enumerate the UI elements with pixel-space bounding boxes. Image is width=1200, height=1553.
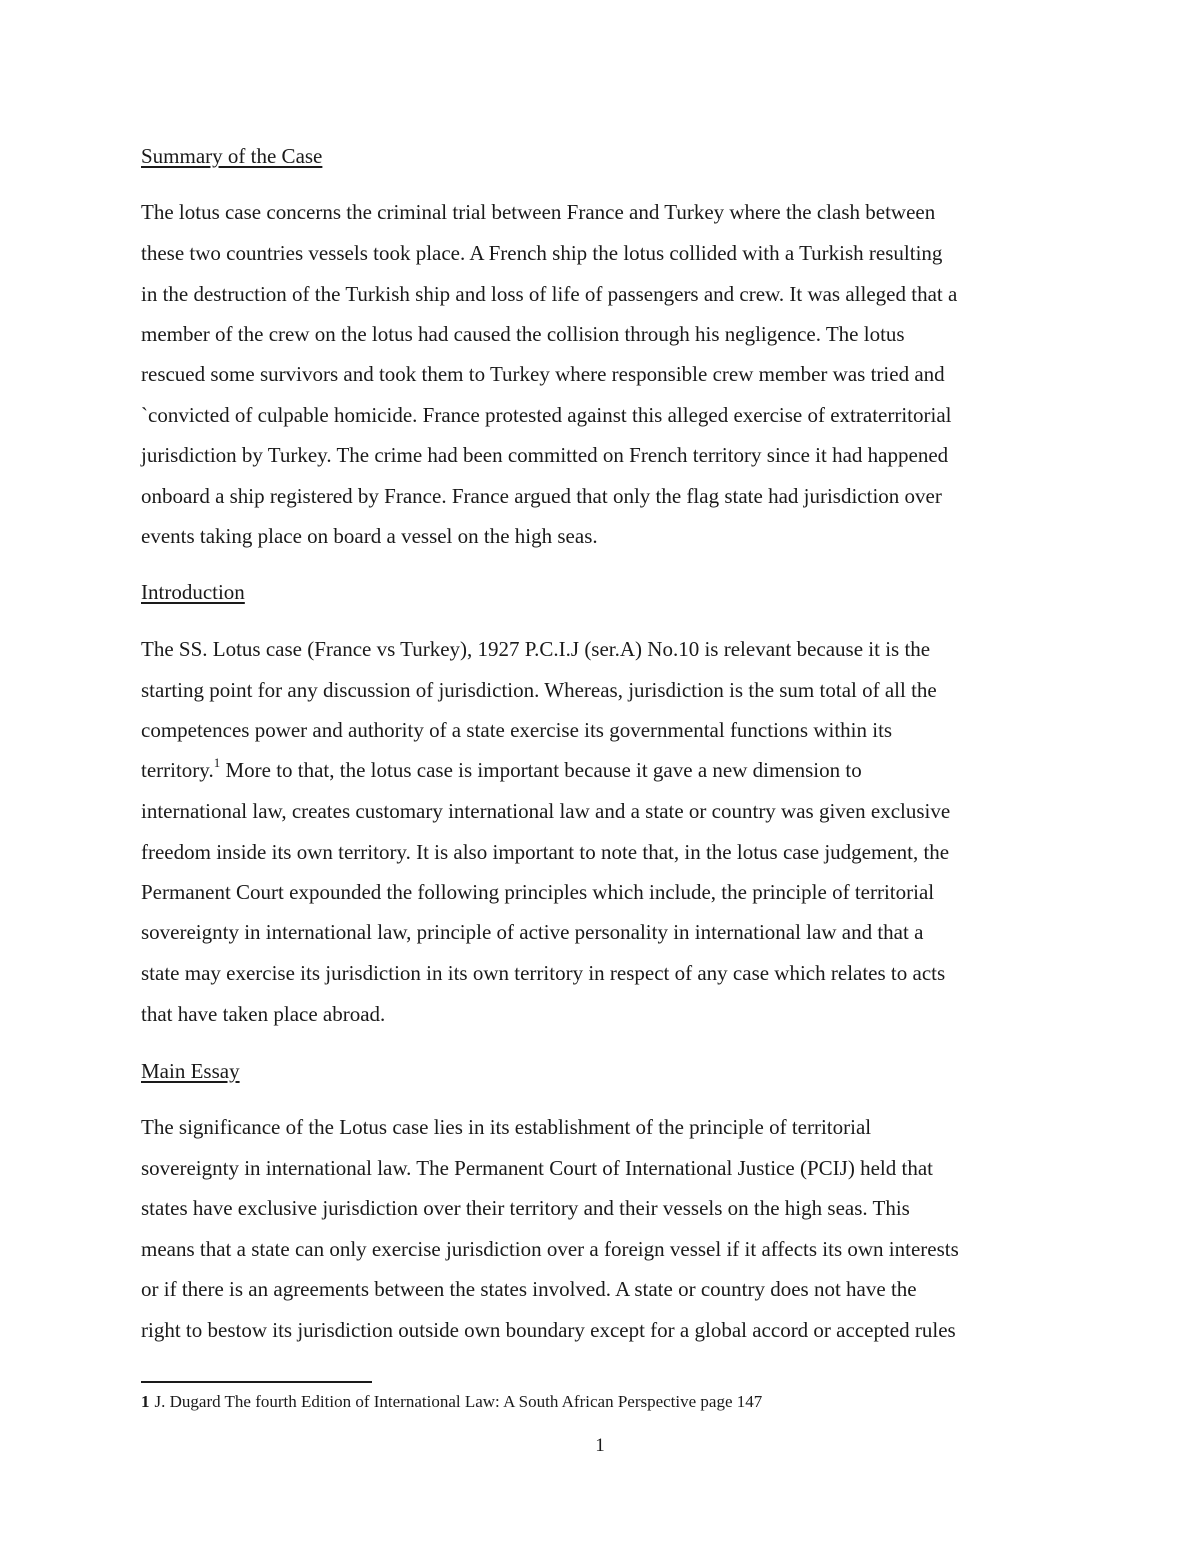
summary-line: onboard a ship registered by France. France argued that only the flag state had jurisdiction over [141, 484, 942, 508]
footnote [141, 1391, 762, 1413]
main-line: or if there is an agreements between the states involved. A state or country does not have the [141, 1277, 917, 1301]
intro-line-end: More to that, the lotus case is important because it gave a new dimension to [220, 758, 862, 782]
main-line: right to bestow its jurisdiction outside own boundary except for a global accord or accepted rules [141, 1318, 956, 1342]
main-line: means that a state can only exercise jurisdiction over a foreign vessel if it affects its own interests [141, 1237, 959, 1261]
intro-line: sovereignty in international law, principle of active personality in international law and that a [141, 920, 924, 944]
main-line: states have exclusive jurisdiction over their territory and their vessels on the high seas. This [141, 1196, 910, 1220]
intro-line-start: territory. [141, 758, 214, 782]
footnote-mark: 1 [141, 1392, 150, 1411]
intro-line: Permanent Court expounded the following principles which include, the principle of territorial [141, 880, 935, 904]
main-essay-heading: Main Essay [141, 1059, 240, 1083]
intro-line: The SS. Lotus case (France vs Turkey), 1927 P.C.I.J (ser.A) No.10 is relevant because it is the [141, 637, 931, 661]
summary-line: jurisdiction by Turkey. The crime had been committed on French territory since it had happened [141, 443, 949, 467]
summary-line: these two countries vessels took place. A French ship the lotus collided with a Turkish resulting [141, 241, 943, 265]
summary-line: in the destruction of the Turkish ship and loss of life of passengers and crew. It was alleged that a [141, 282, 958, 306]
intro-line: competences power and authority of a state exercise its governmental functions within its [141, 718, 893, 742]
summary-line: member of the crew on the lotus had caused the collision through his negligence. The lotus [141, 322, 905, 346]
main-line: sovereignty in international law. The Permanent Court of International Justice (PCIJ) held that [141, 1156, 933, 1180]
intro-line: starting point for any discussion of jurisdiction. Whereas, jurisdiction is the sum total of all the [141, 678, 937, 702]
main-line: The significance of the Lotus case lies in its establishment of the principle of territorial [141, 1115, 872, 1139]
summary-line: events taking place on board a vessel on the high seas. [141, 524, 598, 548]
introduction-heading: Introduction [141, 580, 245, 604]
footnote-separator [141, 1381, 372, 1383]
footnote-text: J. Dugard The fourth Edition of International Law: A South African Perspective page 147 [154, 1392, 763, 1411]
intro-line-with-footnote [141, 757, 862, 783]
intro-line: that have taken place abroad. [141, 1002, 386, 1026]
summary-line: The lotus case concerns the criminal trial between France and Turkey where the clash between [141, 200, 936, 224]
intro-line: international law, creates customary international law and a state or country was given exclusive [141, 799, 951, 823]
intro-line: state may exercise its jurisdiction in its own territory in respect of any case which relates to acts [141, 961, 946, 985]
intro-line: freedom inside its own territory. It is also important to note that, in the lotus case judgement, the [141, 840, 950, 864]
page-number: 1 [595, 1435, 605, 1456]
summary-line: rescued some survivors and took them to Turkey where responsible crew member was tried and [141, 362, 945, 386]
summary-heading: Summary of the Case [141, 144, 323, 168]
footnote-reference: 1 [213, 755, 221, 770]
summary-line: `convicted of culpable homicide. France protested against this alleged exercise of extraterritorial [141, 403, 952, 427]
